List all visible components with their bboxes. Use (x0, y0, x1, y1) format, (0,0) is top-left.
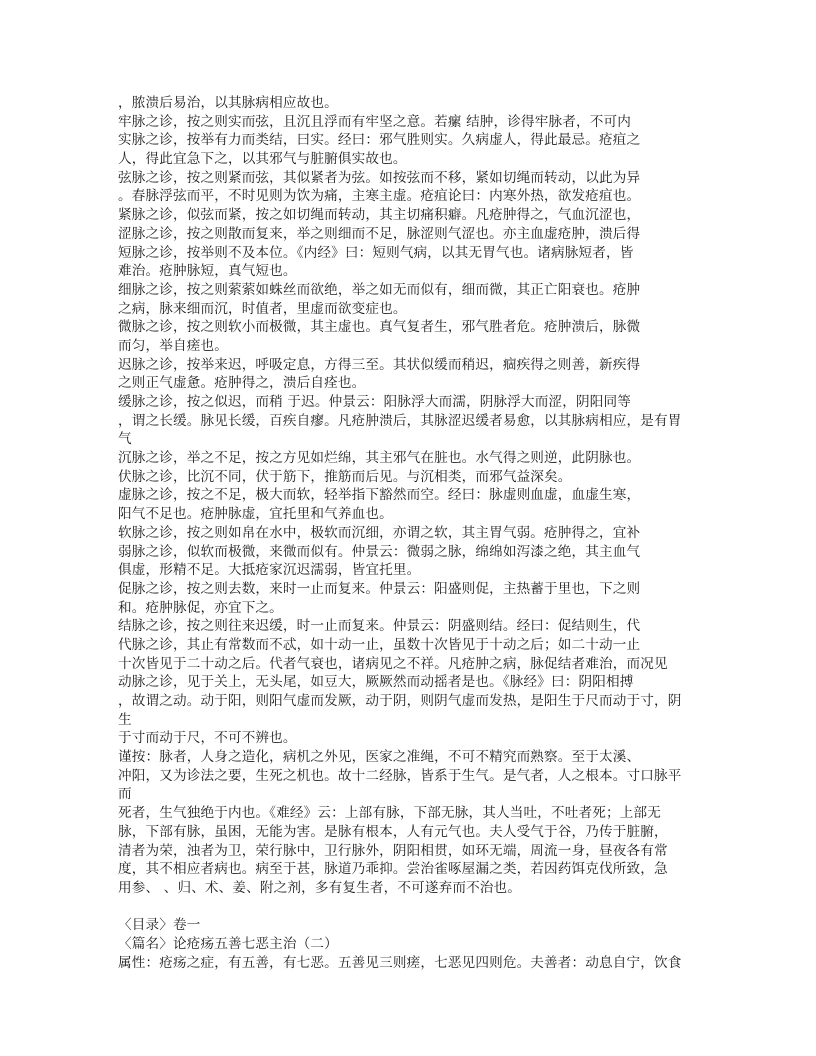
text-line: 代脉之诊，其止有常数而不忒，如十动一止，虽数十次皆见于十动之后；如二十动一止 (118, 636, 641, 653)
text-line: 阳气不足也。疮肿脉虚，宜托里和气养血也。 (118, 506, 393, 523)
text-line: 死者，生气独绝于内也。《难经》云：上部有脉，下部无脉，其人当吐，不吐者死；上部无 (118, 805, 661, 822)
text-line: ，谓之长缓。脉见长缓，百疾自瘳。凡疮肿溃后，其脉涩迟缓者易愈，以其脉病相应，是有胃 (118, 412, 682, 429)
text-line: 涩脉之诊，按之则散而复来，举之则细而不足，脉涩则气涩也。亦主血虚疮肿，溃后得 (118, 225, 641, 242)
text-line: 缓脉之诊，按之似迟，而稍 于迟。仲景云：阳脉浮大而濡，阴脉浮大而涩，阴阳同等 (118, 394, 631, 410)
text-line: 短脉之诊，按举则不及本位。《内经》曰：短则气病，以其无胃气也。诸病脉短者，皆 (118, 244, 634, 261)
text-line: 之病，脉来细而沉，时值者，里虚而欲变症也。 (118, 300, 407, 317)
text-line: 沉脉之诊，举之不足，按之方见如烂绵，其主邪气在脏也。水气得之则逆，此阴脉也。 (118, 450, 641, 467)
text-line: 虚脉之诊，按之不足，极大而软，轻举指下豁然而空。经曰：脉虚则血虚，血虚生寒， (118, 487, 641, 504)
text-line: 软脉之诊，按之则如帛在水中，极软而沉细，亦谓之软，其主胃气弱。疮肿得之，宜补 (118, 524, 641, 541)
text-line: 难治。疮肿脉短，真气短也。 (118, 263, 297, 280)
text-line: 牢脉之诊，按之则实而弦，且沉且浮而有牢坚之意。若瘰 结肿，诊得牢脉者，不可内 (118, 113, 631, 130)
text-line: 促脉之诊，按之则去数，来时一止而复来。仲景云：阳盛则促，主热蓄于里也，下之则 (118, 580, 641, 597)
attribute-line: 属性：疮疡之症，有五善，有七恶。五善见三则瘥，七恶见四则危。夫善者：动息自宁，饮食 (118, 954, 682, 971)
text-line: 生 (118, 711, 132, 728)
text-line: 动脉之诊，见于关上，无头尾，如豆大，厥厥然而动摇者是也。《脉经》曰：阴阳相搏 (118, 674, 634, 691)
text-line: 实脉之诊，按举有力而类结，曰实。经曰：邪气胜则实。久病虚人，得此最忌。疮疽之 (118, 132, 641, 149)
text-line: 。春脉浮弦而平，不时见则为饮为痛，主寒主虚。疮疽论曰：内寒外热，欲发疮疽也。 (118, 188, 641, 205)
text-line: 微脉之诊，按之则软小而极微，其主虚也。真气复者生，邪气胜者危。疮肿溃后，脉微 (118, 319, 641, 336)
text-line: 脉，下部有脉，虽困，无能为害。是脉有根本，人有元气也。夫人受气于谷，乃传于脏腑， (118, 823, 668, 840)
blank-line (118, 898, 708, 917)
text-line: 而 (118, 786, 132, 803)
text-line: 弦脉之诊，按之则紧而弦，其似紧者为弦。如按弦而不移，紧如切绳而转动，以此为异 (118, 169, 641, 186)
catalog-line: 〈目录〉卷一 (118, 917, 201, 934)
text-line: 迟脉之诊，按举来迟，呼吸定息，方得三至。其状似缓而稍迟，痼疾得之则善，新疾得 (118, 356, 641, 373)
text-line: 度，其不相应者病也。病至于甚，脉道乃乖抑。尝治雀啄屋漏之类，若因药饵克伐所致，急 (118, 861, 668, 878)
text-line: 之则正气虚惫。疮肿得之，溃后自痊也。 (118, 375, 366, 392)
document-page (118, 94, 708, 972)
text-line: 用参、 、归、术、姜、附之剂，多有复生者，不可遂弃而不治也。 (118, 879, 522, 896)
text-line: 弱脉之诊，似软而极微，来微而似有。仲景云：微弱之脉，绵绵如泻漆之绝，其主血气 (118, 543, 641, 560)
text-line: ，脓溃后易治，以其脉病相应故也。 (118, 95, 338, 111)
text-line: 气 (118, 431, 132, 448)
text-line: 和。疮肿脉促，亦宜下之。 (118, 599, 283, 616)
text-line: 清者为荣，浊者为卫，荣行脉中，卫行脉外，阴阳相贯，如环无端，周流一身，昼夜各有常 (118, 842, 668, 859)
text-line: 人，得此宜急下之，以其邪气与脏腑俱实故也。 (118, 151, 407, 168)
chapter-title: 〈篇名〉论疮疡五善七恶主治（二） (118, 935, 338, 952)
text-line: 细脉之诊，按之则萦萦如蛛丝而欲绝，举之如无而似有，细而微，其正亡阳衰也。疮肿 (118, 281, 641, 298)
text-line: 于寸而动于尺，不可不辨也。 (118, 730, 297, 747)
text-line: ，故谓之动。动于阳，则阳气虚而发厥，动于阴，则阴气虚而发热，是阳生于尺而动于寸，阴 (118, 693, 682, 709)
text-line: 而匀，举自瘥也。 (118, 337, 228, 354)
text-line: 结脉之诊，按之则往来迟缓，时一止而复来。仲景云：阴盛则结。经曰：促结则生，代 (118, 618, 641, 635)
text-line: 伏脉之诊，比沉不同，伏于筋下，推筋而后见。与沉相类，而邪气益深矣。 (118, 468, 572, 485)
text-line: 俱虚，形精不足。大抵疮家沉迟濡弱，皆宜托里。 (118, 562, 421, 579)
text-line: 冲阳，又为诊法之要，生死之机也。故十二经脉，皆系于生气。是气者，人之根本。寸口脉平 (118, 767, 682, 784)
text-line: 紧脉之诊，似弦而紧，按之如切绳而转动，其主切痛积癖。凡疮肿得之，气血沉涩也， (118, 207, 641, 224)
text-line: 谨按：脉者，人身之造化，病机之外见，医家之准绳，不可不精究而熟察。至于太溪、 (118, 749, 641, 766)
text-line: 十次皆见于二十动之后。代者气衰也，诸病见之不祥。凡疮肿之病，脉促结者难治，而况见 (118, 655, 668, 672)
